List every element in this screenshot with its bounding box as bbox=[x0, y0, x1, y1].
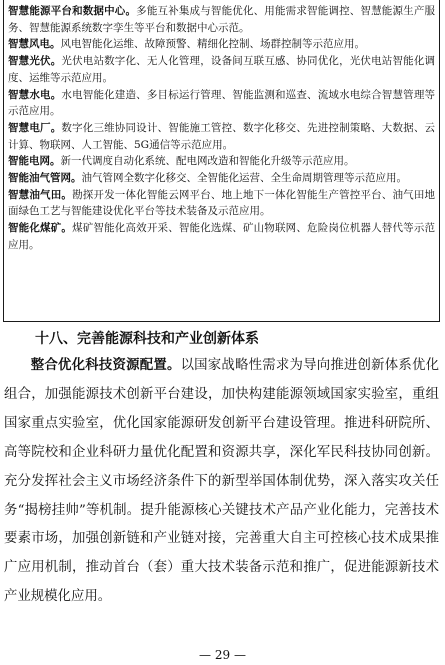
item-text: 光伏电站数字化、无人化管理，设备间互联互感、协同优化，光伏电站智能化调度、运维等示范应用。 bbox=[8, 55, 436, 84]
list-item bbox=[8, 187, 435, 220]
item-label: 智慧风电。 bbox=[8, 38, 61, 51]
item-label: 智能化煤矿。 bbox=[8, 222, 73, 235]
item-text: 煤矿智能化高效开采、智能化选煤、矿山物联网、危险岗位机器人替代等示范应用。 bbox=[8, 222, 435, 251]
list-item bbox=[8, 153, 435, 170]
item-text: 勘探开发一体化智能云网平台、地上地下一体化智能生产管控平台、油气田地面绿色工艺与智能建设优化平台等技术装备及示范应用。 bbox=[8, 188, 435, 218]
list-item bbox=[8, 87, 435, 120]
item-label: 智慧电厂。 bbox=[8, 121, 62, 134]
item-text: 油气管网全数字化移交、全智能化运营、全生命周期管理等示范应用。 bbox=[81, 172, 407, 185]
list-item bbox=[8, 36, 435, 53]
item-text: 新一代调度自动化系统、配电网改造和智能化升级等示范应用。 bbox=[60, 155, 355, 168]
item-text: 数字化三维协同设计、智能施工管控、数字化移交、先进控制策略、大数据、云计算、物联网、人工智能、5G通信等示范应用。 bbox=[8, 121, 436, 151]
item-label: 智慧油气田。 bbox=[8, 188, 73, 201]
item-label: 智慧光伏。 bbox=[8, 55, 62, 68]
list-item bbox=[8, 120, 435, 153]
item-label: 智慧能源平台和数据中心。 bbox=[8, 5, 137, 17]
item-text: 多能互补集成与智能优化、用能需求智能调控、智慧能源生产服务、智慧能源系统数字孪生等平台和数据中心示范。 bbox=[8, 5, 436, 34]
item-text: 风电智能化运维、故障预警、精细化控制、场群控制等示范应用。 bbox=[60, 38, 365, 51]
item-label: 智能电网。 bbox=[8, 155, 61, 168]
demonstration-list-box bbox=[3, 0, 440, 322]
list-item bbox=[8, 170, 435, 187]
page-number: — 29 — bbox=[199, 648, 246, 662]
item-label: 智能油气管网。 bbox=[8, 172, 82, 185]
paragraph-body: 以国家战略性需求为导向推进创新体系优化组合，加强能源技术创新平台建设，加快构建能源领域国家实验室，重组国家重点实验室，优化国家能源研发创新平台建设管理。推进科研院所、高等院校和企业科研力量优化配置和资源共享，深化军民科技协同创新。充分发挥社会主义市场经济条件下的新型举国体制优势，深入落实攻关任务“揭榜挂帅”等机制。提升能源核心关键技术产品产业化能力，完善技术要素市场，加强创新链和产业链对接，完善重大自主可控核心技术成果推广应用机制，推动首台（套）重大技术装备示范和推广，促进能源新技术产业规模化应用。 bbox=[4, 358, 440, 605]
section-heading: 十八、完善能源科技和产业创新体系 bbox=[35, 331, 259, 347]
list-item bbox=[8, 220, 435, 253]
item-text: 水电智能化建造、多目标运行管理、智能监测和巡查、流域水电综合智慧管理等示范应用。 bbox=[8, 88, 436, 118]
section-paragraph bbox=[4, 352, 439, 612]
item-label: 智慧水电。 bbox=[8, 88, 62, 101]
paragraph-lead: 整合优化科技资源配置。 bbox=[30, 358, 181, 373]
list-item bbox=[8, 3, 435, 36]
list-item bbox=[8, 53, 435, 86]
